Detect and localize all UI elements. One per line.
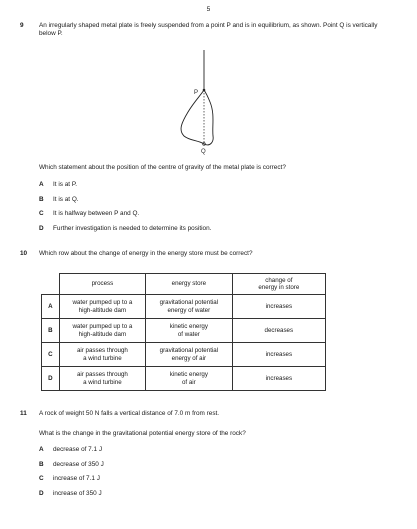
header-process: process [59, 274, 145, 295]
row-letter: A [42, 295, 60, 319]
suspended-plate-diagram [160, 50, 230, 160]
q9-option-a[interactable]: A It is at P. [39, 181, 78, 188]
row-process: water pumped up to a high-altitude dam [59, 295, 145, 319]
question-9-options [39, 181, 211, 239]
header-change: change of energy in store [232, 274, 325, 295]
table-row[interactable] [42, 319, 326, 343]
row-change: increases [232, 295, 325, 319]
header-energy-store: energy store [146, 274, 233, 295]
row-store: kinetic energy of water [146, 319, 233, 343]
row-change: increases [232, 367, 325, 391]
question-11-number: 11 [20, 410, 27, 417]
table-row[interactable] [42, 343, 326, 367]
table-row[interactable] [42, 367, 326, 391]
metal-plate-outline [181, 90, 213, 145]
row-store: gravitational potential energy of water [146, 295, 233, 319]
q11-option-c[interactable]: C increase of 7.1 J [39, 475, 100, 482]
row-store: gravitational potential energy of air [146, 343, 233, 367]
question-11-stem: A rock of weight 50 N falls a vertical distance of 7.0 m from rest. [39, 410, 220, 417]
q9-option-c[interactable]: C It is halfway between P and Q. [39, 210, 140, 217]
row-store: kinetic energy of air [146, 367, 233, 391]
row-process: air passes through a wind turbine [59, 343, 145, 367]
question-11-options [39, 446, 104, 504]
q11-option-a[interactable]: A decrease of 7.1 J [39, 446, 103, 453]
question-10-number: 10 [20, 250, 28, 257]
q11-option-d[interactable]: D increase of 350 J [39, 489, 102, 497]
q9-option-b[interactable]: B It is at Q. [39, 195, 79, 203]
page-number: 5 [206, 6, 211, 13]
energy-table [41, 273, 326, 391]
question-9-prompt: Which statement about the position of the centre of gravity of the metal plate is correct? [39, 164, 286, 171]
table-header-row [42, 274, 326, 295]
row-change: decreases [232, 319, 325, 343]
q11-option-b[interactable]: B decrease of 350 J [39, 460, 104, 468]
row-change: increases [232, 343, 325, 367]
row-letter: B [42, 319, 60, 343]
table-row[interactable] [42, 295, 326, 319]
row-letter: D [42, 367, 60, 391]
question-9-stem: An irregularly shaped metal plate is freely suspended from a point P and is in equilibrium, as shown. Point Q is vertically below P. [39, 22, 378, 37]
question-10-stem: Which row about the change of energy in the energy store must be correct? [39, 250, 253, 257]
q9-option-d[interactable]: D Further investigation is needed to determine its position. [39, 224, 212, 232]
point-p-marker [203, 89, 206, 92]
row-letter: C [42, 343, 60, 367]
question-9-number: 9 [20, 22, 24, 29]
row-process: water pumped up to a high-altitude dam [59, 319, 145, 343]
question-11-prompt: What is the change in the gravitational potential energy store of the rock? [39, 430, 246, 437]
label-p: P [194, 90, 199, 96]
label-q: Q [201, 149, 206, 155]
row-process: air passes through a wind turbine [59, 367, 145, 391]
